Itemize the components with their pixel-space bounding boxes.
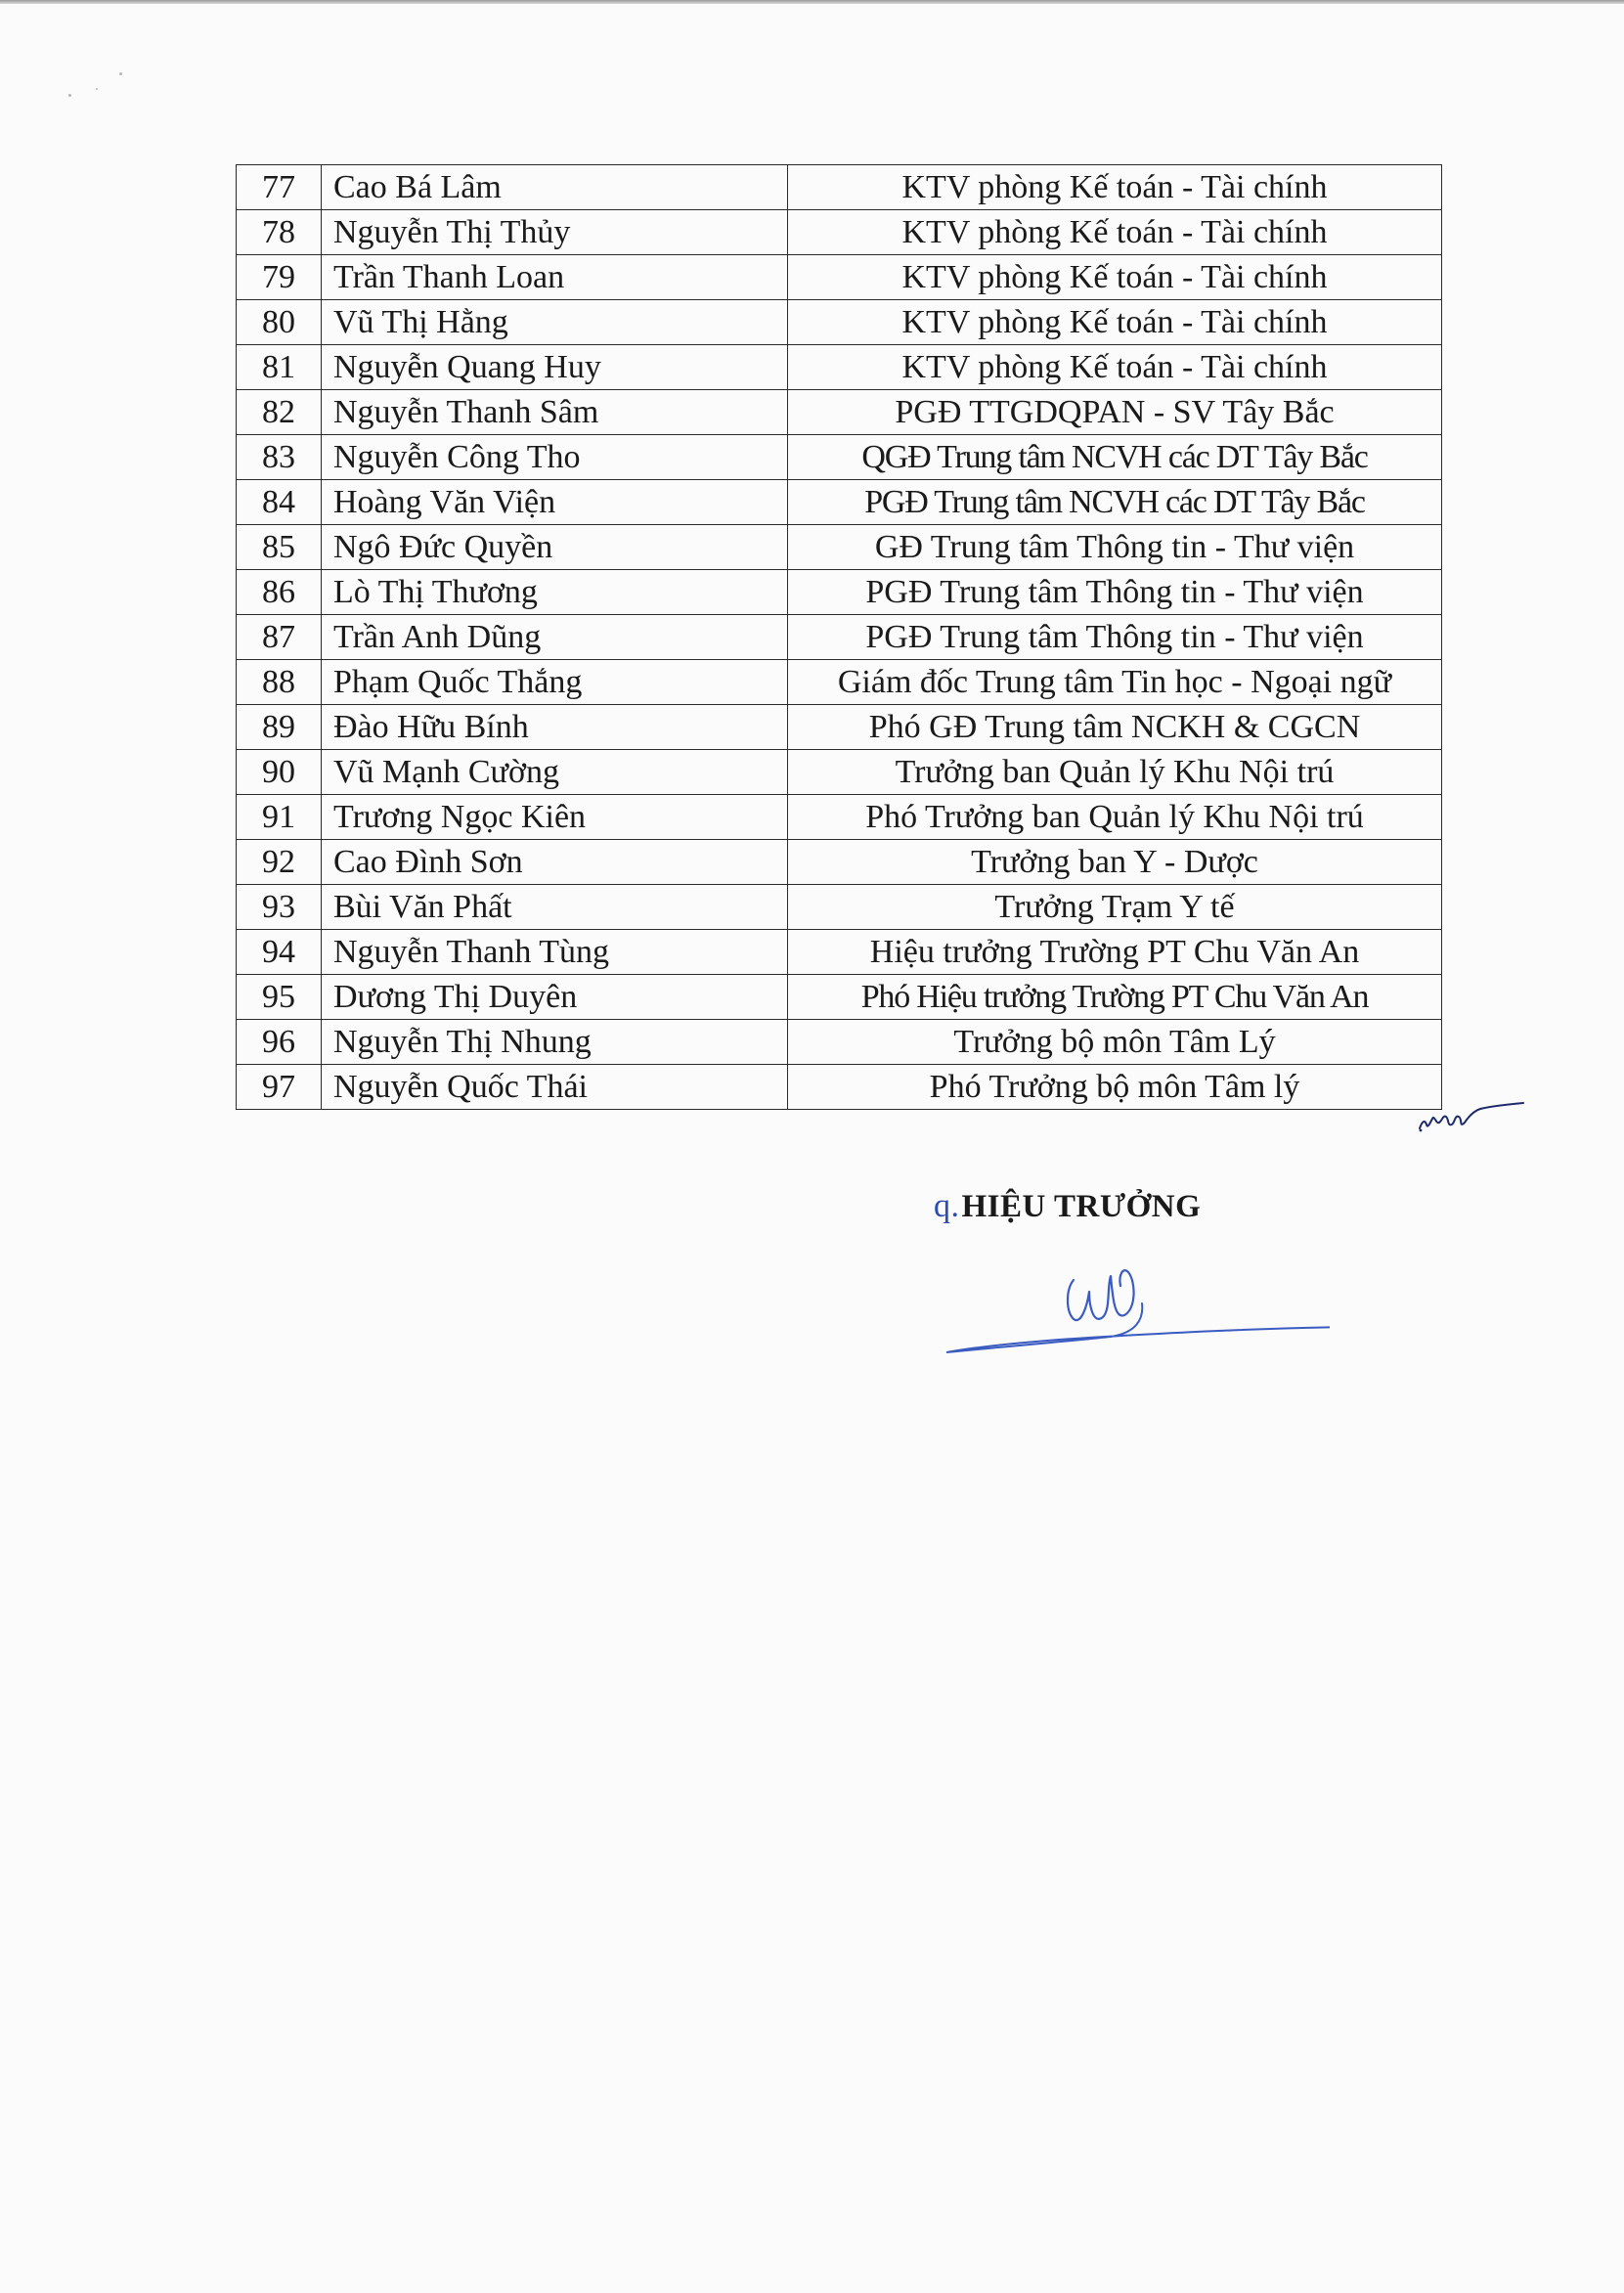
row-number: 78 — [237, 210, 322, 255]
row-number: 95 — [237, 975, 322, 1020]
row-number: 83 — [237, 435, 322, 480]
table-row — [237, 300, 1442, 345]
table-row — [237, 525, 1442, 570]
staff-name: Cao Đình Sơn — [322, 840, 788, 885]
staff-name: Nguyễn Quốc Thái — [322, 1065, 788, 1110]
table-row — [237, 795, 1442, 840]
staff-position: Trưởng bộ môn Tâm Lý — [788, 1020, 1442, 1065]
row-number: 88 — [237, 660, 322, 705]
staff-name: Lò Thị Thương — [322, 570, 788, 615]
table-row — [237, 660, 1442, 705]
row-number: 89 — [237, 705, 322, 750]
staff-position: Giám đốc Trung tâm Tin học - Ngoại ngữ — [788, 660, 1442, 705]
table-row — [237, 885, 1442, 930]
handwritten-signature — [919, 1247, 1330, 1354]
row-number: 87 — [237, 615, 322, 660]
staff-table-body — [237, 165, 1442, 1110]
staff-name: Nguyễn Thanh Tùng — [322, 930, 788, 975]
row-number: 79 — [237, 255, 322, 300]
signer-prefix: q. — [934, 1188, 960, 1224]
table-row — [237, 1020, 1442, 1065]
staff-table — [236, 164, 1442, 1110]
row-number: 84 — [237, 480, 322, 525]
staff-position: KTV phòng Kế toán - Tài chính — [788, 300, 1442, 345]
table-row — [237, 345, 1442, 390]
staff-position: PGĐ Trung tâm Thông tin - Thư viện — [788, 615, 1442, 660]
staff-position: GĐ Trung tâm Thông tin - Thư viện — [788, 525, 1442, 570]
staff-position: QGĐ Trung tâm NCVH các DT Tây Bắc — [788, 435, 1442, 480]
staff-position: KTV phòng Kế toán - Tài chính — [788, 165, 1442, 210]
row-number: 97 — [237, 1065, 322, 1110]
table-row — [237, 840, 1442, 885]
staff-name: Nguyễn Thị Nhung — [322, 1020, 788, 1065]
staff-name: Đào Hữu Bính — [322, 705, 788, 750]
staff-name: Bùi Văn Phất — [322, 885, 788, 930]
table-row — [237, 975, 1442, 1020]
staff-name: Ngô Đức Quyền — [322, 525, 788, 570]
table-row — [237, 255, 1442, 300]
table-row — [237, 750, 1442, 795]
staff-position: Trưởng Trạm Y tế — [788, 885, 1442, 930]
staff-name: Cao Bá Lâm — [322, 165, 788, 210]
row-number: 80 — [237, 300, 322, 345]
staff-position: Trưởng ban Quản lý Khu Nội trú — [788, 750, 1442, 795]
signer-title-text: HIỆU TRƯỞNG — [961, 1189, 1202, 1224]
table-row — [237, 210, 1442, 255]
table-row — [237, 615, 1442, 660]
staff-position: Phó Trưởng ban Quản lý Khu Nội trú — [788, 795, 1442, 840]
staff-name: Nguyễn Thanh Sâm — [322, 390, 788, 435]
staff-position: KTV phòng Kế toán - Tài chính — [788, 345, 1442, 390]
scan-speck — [68, 94, 71, 97]
signer-title — [934, 1188, 1201, 1225]
staff-position: Hiệu trưởng Trường PT Chu Văn An — [788, 930, 1442, 975]
staff-position: Phó GĐ Trung tâm NCKH & CGCN — [788, 705, 1442, 750]
staff-position: PGĐ Trung tâm Thông tin - Thư viện — [788, 570, 1442, 615]
scan-speck — [96, 88, 98, 90]
row-number: 86 — [237, 570, 322, 615]
row-number: 82 — [237, 390, 322, 435]
row-number: 94 — [237, 930, 322, 975]
staff-position: Phó Hiệu trưởng Trường PT Chu Văn An — [788, 975, 1442, 1020]
row-number: 77 — [237, 165, 322, 210]
table-row — [237, 930, 1442, 975]
row-number: 85 — [237, 525, 322, 570]
staff-name: Trần Thanh Loan — [322, 255, 788, 300]
row-number: 90 — [237, 750, 322, 795]
staff-name: Nguyễn Thị Thủy — [322, 210, 788, 255]
table-row — [237, 390, 1442, 435]
staff-position: PGĐ Trung tâm NCVH các DT Tây Bắc — [788, 480, 1442, 525]
staff-position: Phó Trưởng bộ môn Tâm lý — [788, 1065, 1442, 1110]
staff-position: KTV phòng Kế toán - Tài chính — [788, 210, 1442, 255]
handwritten-initials — [1416, 1095, 1533, 1134]
row-number: 81 — [237, 345, 322, 390]
scan-edge — [0, 0, 1624, 4]
table-row — [237, 480, 1442, 525]
staff-position: PGĐ TTGDQPAN - SV Tây Bắc — [788, 390, 1442, 435]
staff-name: Phạm Quốc Thắng — [322, 660, 788, 705]
staff-name: Nguyễn Quang Huy — [322, 345, 788, 390]
staff-position: KTV phòng Kế toán - Tài chính — [788, 255, 1442, 300]
scan-speck — [119, 72, 122, 75]
table-row — [237, 705, 1442, 750]
row-number: 96 — [237, 1020, 322, 1065]
table-row — [237, 165, 1442, 210]
table-row — [237, 435, 1442, 480]
staff-name: Nguyễn Công Tho — [322, 435, 788, 480]
row-number: 91 — [237, 795, 322, 840]
staff-position: Trưởng ban Y - Dược — [788, 840, 1442, 885]
staff-name: Dương Thị Duyên — [322, 975, 788, 1020]
staff-name: Vũ Mạnh Cường — [322, 750, 788, 795]
table-row — [237, 570, 1442, 615]
staff-name: Trần Anh Dũng — [322, 615, 788, 660]
row-number: 93 — [237, 885, 322, 930]
table-row — [237, 1065, 1442, 1110]
staff-name: Vũ Thị Hằng — [322, 300, 788, 345]
staff-name: Trương Ngọc Kiên — [322, 795, 788, 840]
row-number: 92 — [237, 840, 322, 885]
staff-name: Hoàng Văn Viện — [322, 480, 788, 525]
